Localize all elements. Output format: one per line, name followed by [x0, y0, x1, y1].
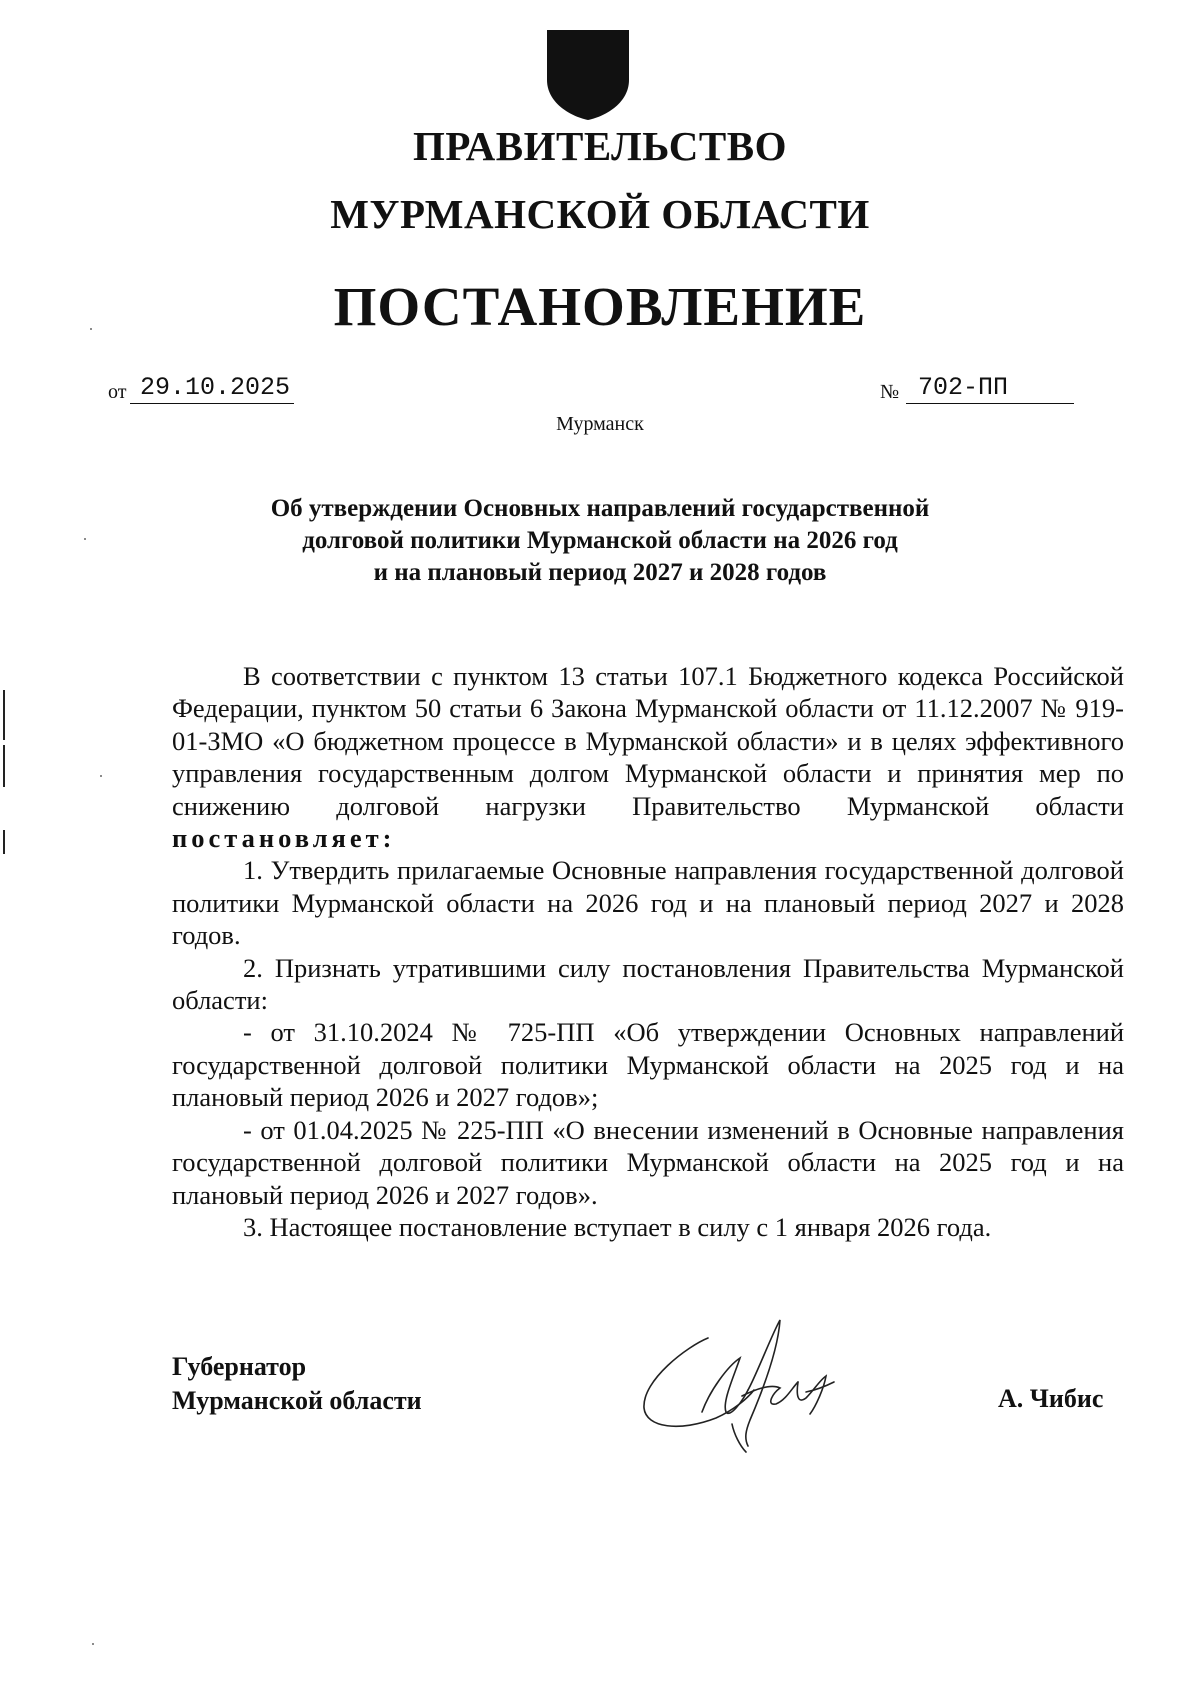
scan-speck: [90, 328, 92, 330]
scan-margin-mark: [3, 830, 5, 854]
title-line: долговой политики Мурманской области на 2026 год: [302, 527, 898, 554]
item-2-subitem-a: - от 31.10.2024 № 725-ПП «Об утверждении Основных направлений государственной долговой политики Мурманской области на 2025 год и на плановый период 2026 и 2027 годов»;: [172, 1017, 1124, 1113]
city: Мурманск: [556, 413, 644, 435]
document-type: ПОСТАНОВЛЕНИЕ: [333, 276, 867, 337]
scan-speck: [84, 538, 86, 540]
scan-speck: [92, 1643, 94, 1645]
org-name-line2: МУРМАНСКОЙ ОБЛАСТИ: [330, 191, 870, 237]
title-line: и на плановый период 2027 и 2028 годов: [373, 559, 827, 586]
document-title: [170, 493, 1030, 589]
title-line: Об утверждении Основных направлений государственной: [270, 495, 930, 522]
position-line: Мурманской области: [172, 1386, 422, 1415]
item-2-subitem-b: - от 01.04.2025 № 225-ПП «О внесении изменений в Основные направления государственной долговой политики Мурманской области на 2025 год и на плановый период 2026 и 2027 годов».: [172, 1114, 1124, 1210]
org-name-line1: ПРАВИТЕЛЬСТВО: [412, 123, 788, 169]
item-2: 2. Признать утратившими силу постановления Правительства Мурманской области:: [172, 952, 1124, 1016]
date-label: от: [108, 381, 127, 403]
scan-margin-mark: [3, 745, 5, 787]
number-label: №: [880, 381, 900, 403]
scan-margin-mark: [3, 690, 5, 740]
handwritten-signature: [630, 1310, 860, 1460]
document-date: 29.10.2025: [130, 373, 294, 404]
coat-of-arms-icon: [545, 28, 631, 122]
preamble-text: В соответствии с пунктом 13 статьи 107.1 Бюджетного кодекса Российской Федерации, пунктом 50 статьи 6 Закона Мурманской области от 11.12.2007 № 919-01-ЗМО «О бюджетном процессе в Мурманской области» и в целях эффективного управления государственным долгом Мурманской области и принятия мер по снижению долговой нагрузки Правительство Мурманской области: [172, 661, 1124, 821]
item-3: 3. Настоящее постановление вступает в силу с 1 января 2026 года.: [243, 1211, 992, 1242]
document-body: [172, 660, 1124, 1243]
preamble-paragraph: [172, 660, 1124, 854]
resolves-word: постановляет:: [172, 823, 396, 854]
position-line: Губернатор: [172, 1352, 307, 1381]
signatory-position: [172, 1350, 422, 1418]
signatory-name: А. Чибис: [998, 1384, 1104, 1413]
scan-speck: [100, 775, 102, 777]
document-number: 702-ПП: [906, 373, 1074, 404]
item-1: 1. Утвердить прилагаемые Основные направления государственной долговой политики Мурманской области на 2026 год и на плановый период 2027 и 2028 годов.: [172, 855, 1124, 951]
